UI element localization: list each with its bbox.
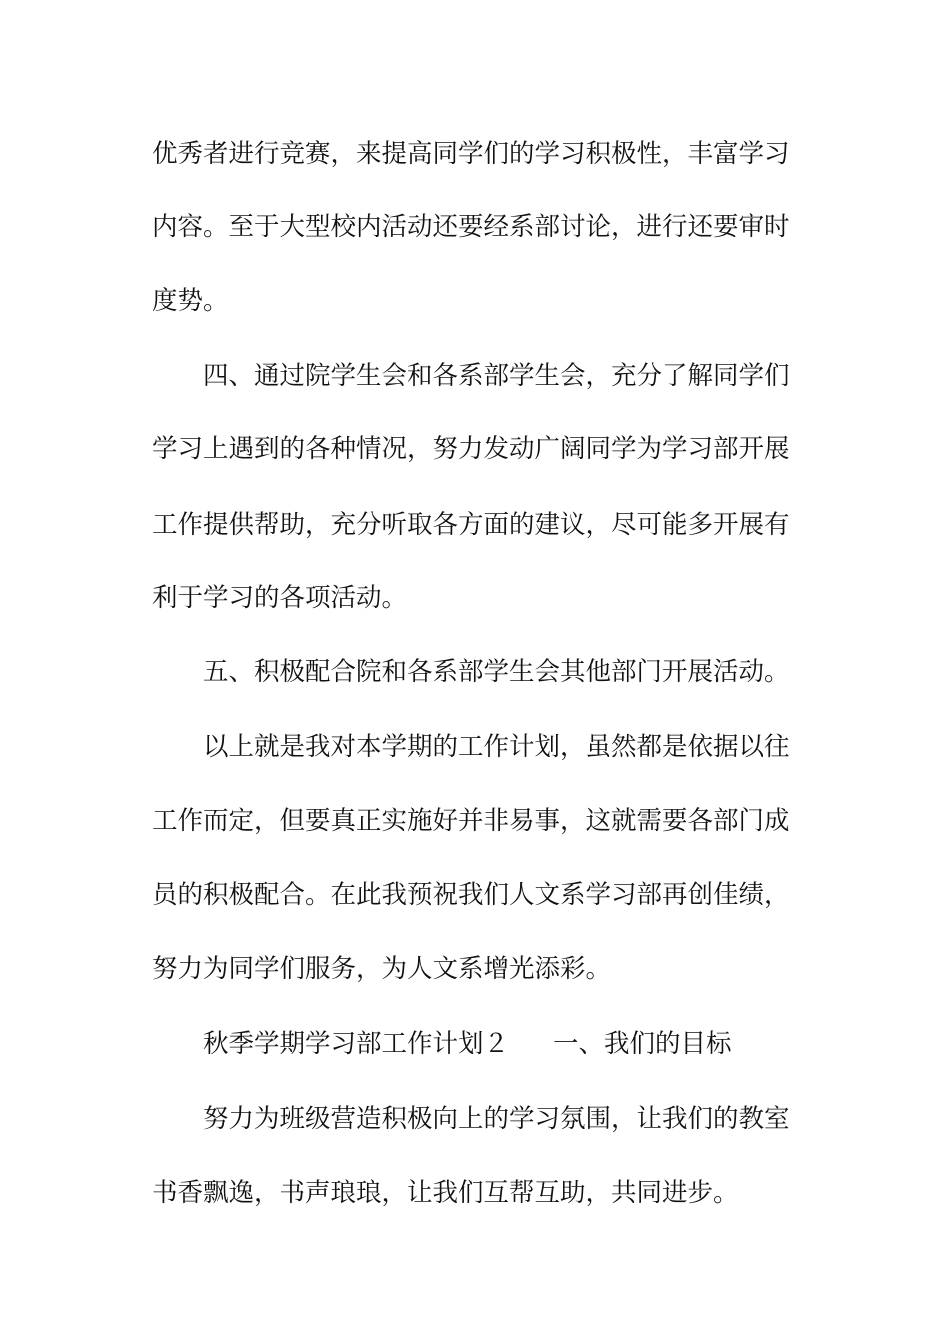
paragraph-line: 度势。 [152, 286, 229, 316]
paragraph-line: 工作而定，但要真正实施好并非易事，这就需要各部门成 [152, 806, 790, 836]
paragraph-line: 员的积极配合。在此我预祝我们人文系学习部再创佳绩， [152, 880, 790, 910]
paragraph-line: 书香飘逸，书声琅琅，让我们互帮互助，共同进步。 [152, 1178, 739, 1208]
paragraph-line: 努力为同学们服务，为人文系增光添彩。 [152, 954, 612, 984]
paragraph-line: 以上就是我对本学期的工作计划，虽然都是依据以往 [203, 732, 790, 762]
paragraph-line: 内容。至于大型校内活动还要经系部讨论，进行还要审时 [152, 212, 790, 242]
paragraph-line: 五、积极配合院和各系部学生会其他部门开展活动。 [203, 657, 790, 687]
paragraph-line: 工作提供帮助，充分听取各方面的建议，尽可能多开展有 [152, 510, 790, 540]
paragraph-line: 努力为班级营造积极向上的学习氛围，让我们的教室 [203, 1104, 790, 1134]
paragraph-line: 学习上遇到的各种情况，努力发动广阔同学为学习部开展 [152, 434, 790, 464]
paragraph-line: 四、通过院学生会和各系部学生会，充分了解同学们 [203, 361, 790, 391]
section-heading-line [203, 1024, 732, 1064]
plan-title: 秋季学期学习部工作计划２ [203, 1029, 510, 1059]
paragraph-line: 利于学习的各项活动。 [152, 583, 408, 613]
paragraph-line: 优秀者进行竞赛，来提高同学们的学习积极性，丰富学习 [152, 139, 790, 169]
section-title: 一、我们的目标 [553, 1029, 732, 1059]
